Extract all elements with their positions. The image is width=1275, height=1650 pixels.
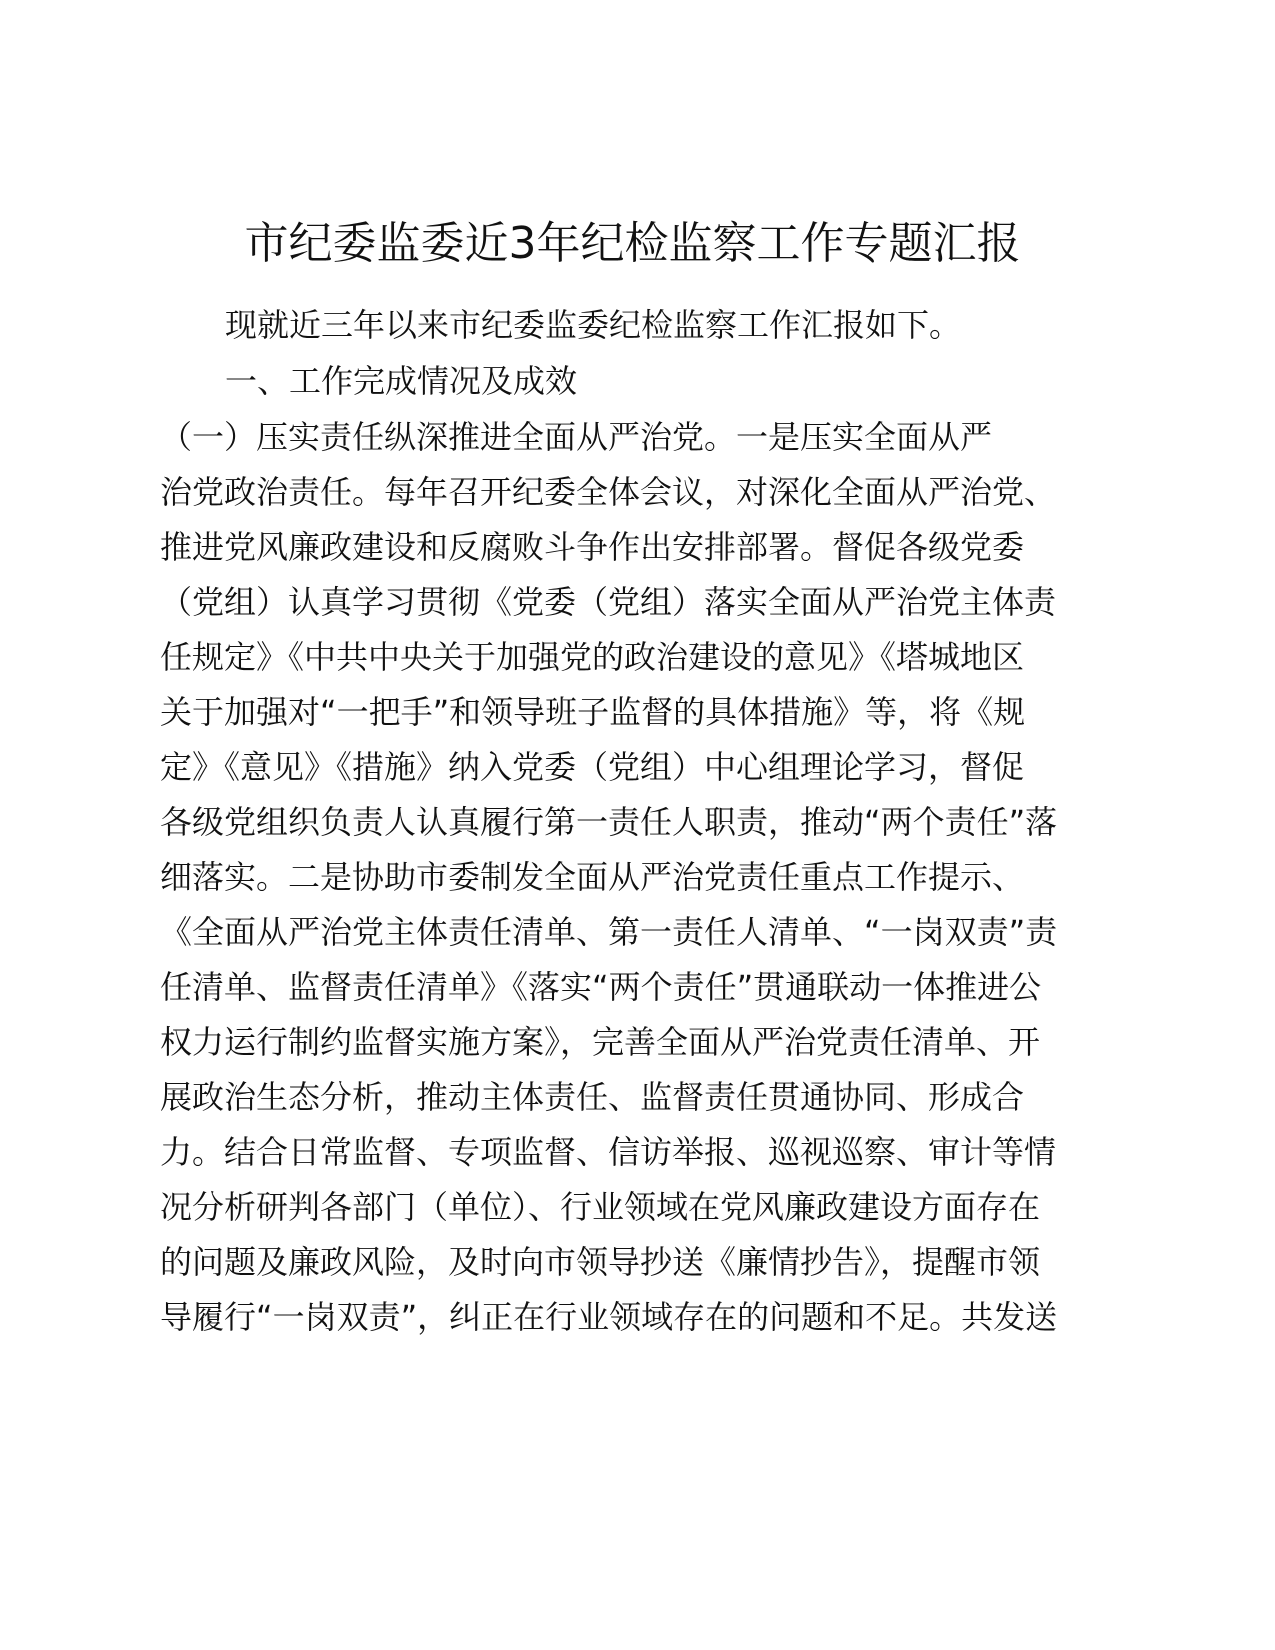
document-title: 市纪委监委近3年纪检监察工作专题汇报 [244, 218, 1021, 269]
paragraph-line: （党组）认真学习贯彻《党委（党组）落实全面从严治党主体责 [160, 583, 1057, 621]
paragraph-line: 展政治生态分析，推动主体责任、监督责任贯通协同、形成合 [160, 1078, 1025, 1116]
paragraph-line: 关于加强对“一把手”和领导班子监督的具体措施》等，将《规 [160, 693, 1026, 731]
paragraph-line: 的问题及廉政风险，及时向市领导抄送《廉情抄告》，提醒市领 [160, 1243, 1041, 1281]
paragraph-line: 权力运行制约监督实施方案》，完善全面从严治党责任清单、开 [160, 1023, 1041, 1061]
paragraph-line: 细落实。二是协助市委制发全面从严治党责任重点工作提示、 [160, 858, 1025, 896]
paragraph-line: 《全面从严治党主体责任清单、第一责任人清单、“一岗双责”责 [160, 913, 1058, 951]
paragraph-line: 各级党组织负责人认真履行第一责任人职责，推动“两个责任”落 [160, 803, 1058, 841]
paragraph-line: 任清单、监督责任清单》《落实“两个责任”贯通联动一体推进公 [160, 968, 1042, 1006]
paragraph-line: 任规定》《中共中央关于加强党的政治建设的意见》《塔城地区 [160, 638, 1025, 676]
intro-paragraph: 现就近三年以来市纪委监委纪检监察工作汇报如下。 [225, 306, 962, 344]
paragraph-line: （一）压实责任纵深推进全面从严治党。一是压实全面从严 [160, 418, 993, 456]
paragraph-line: 力。结合日常监督、专项监督、信访举报、巡视巡察、审计等情 [160, 1133, 1057, 1171]
paragraph-line: 导履行“一岗双责”，纠正在行业领域存在的问题和不足。共发送 [160, 1298, 1058, 1336]
paragraph-line: 推进党风廉政建设和反腐败斗争作出安排部署。督促各级党委 [160, 528, 1025, 566]
paragraph-line: 治党政治责任。每年召开纪委全体会议，对深化全面从严治党、 [160, 473, 1057, 511]
section-heading: 一、工作完成情况及成效 [225, 362, 578, 400]
paragraph-line: 定》《意见》《措施》纳入党委（党组）中心组理论学习，督促 [160, 748, 1025, 786]
paragraph-line: 况分析研判各部门（单位）、行业领域在党风廉政建设方面存在 [160, 1188, 1041, 1226]
